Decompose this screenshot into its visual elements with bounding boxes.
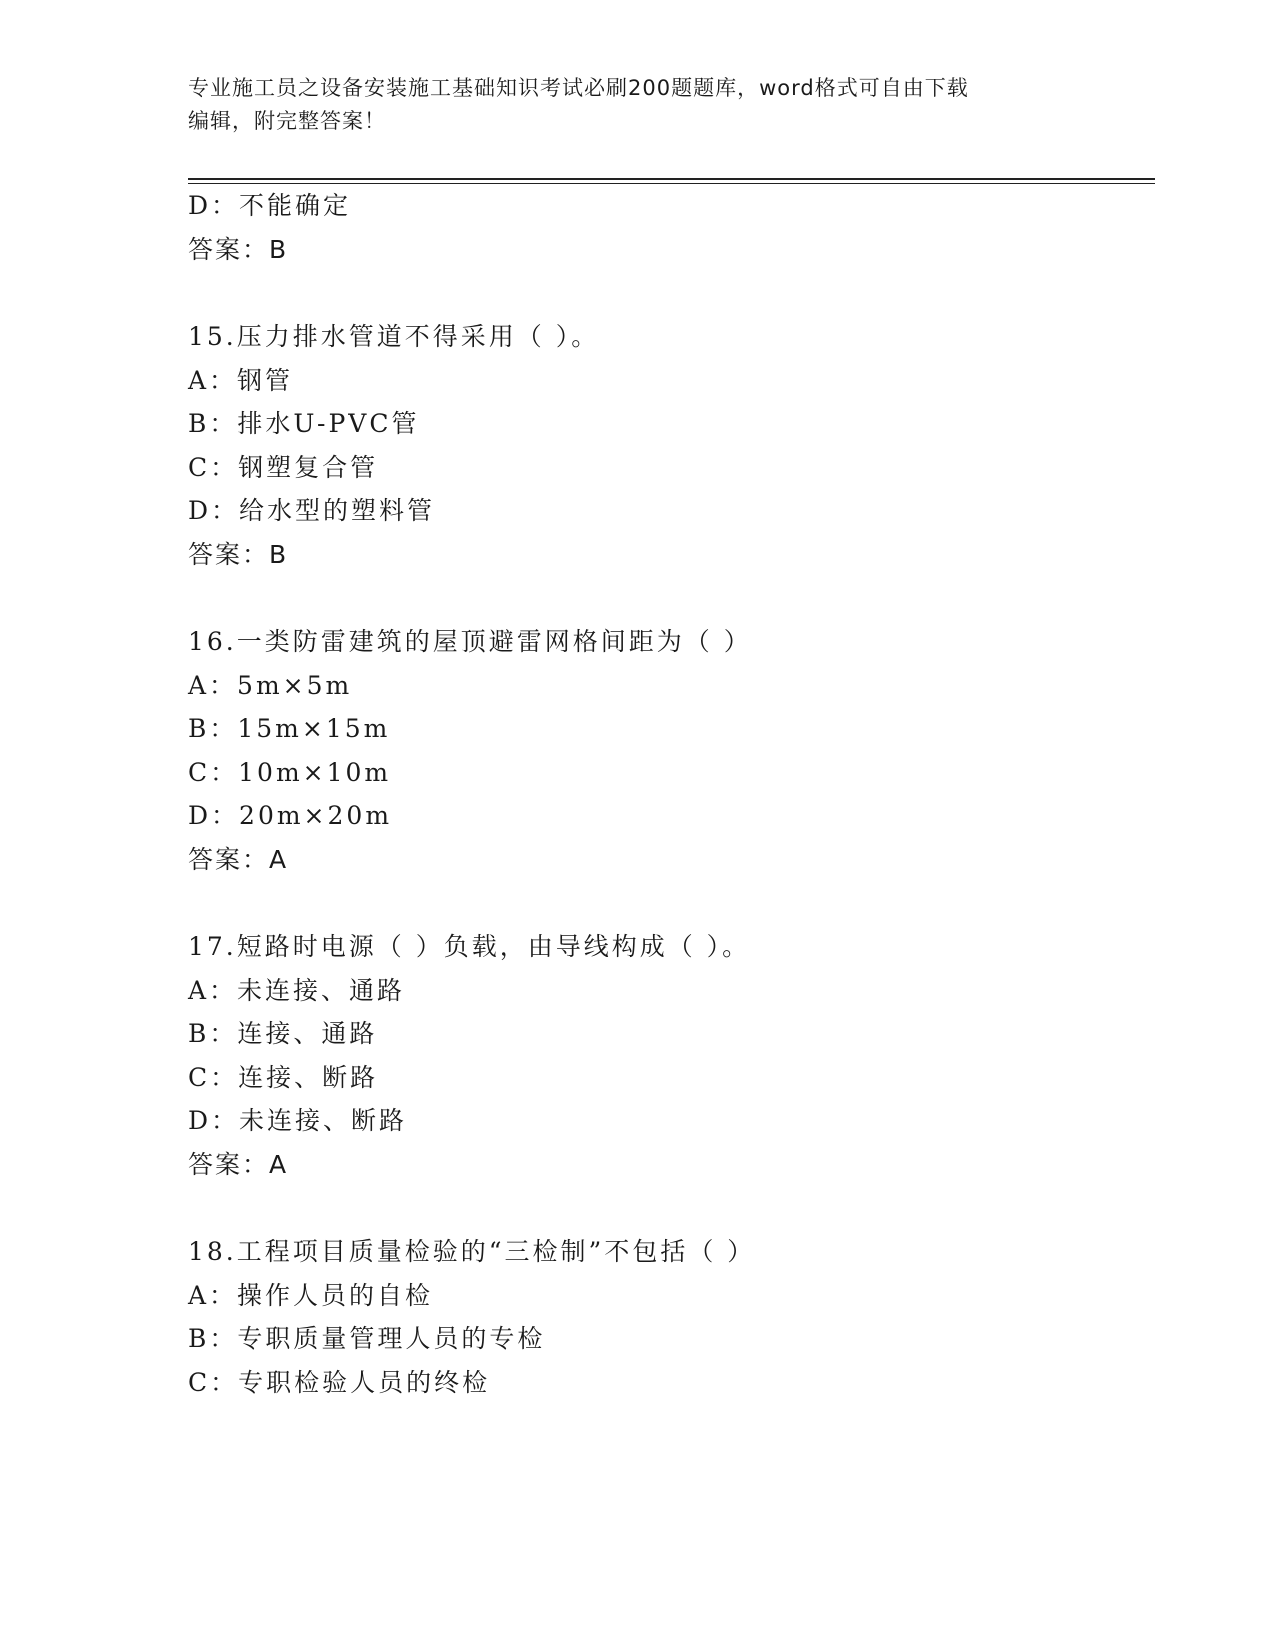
question-line: 17.短路时电源（ ）负载，由导线构成（ ）。 (188, 932, 751, 961)
header-line-1: 专业施工员之设备安装施工基础知识考试必刷200题题库，word格式可自由下载 (188, 76, 969, 100)
question-line: 18.工程项目质量检验的“三检制”不包括（ ） (188, 1237, 756, 1266)
header-line-2: 编辑，附完整答案！ (188, 109, 386, 133)
option-line: C：专职检验人员的终检 (188, 1368, 491, 1397)
header-divider-thin (188, 183, 1155, 184)
document-header (188, 72, 1068, 138)
option-line: C：钢塑复合管 (188, 453, 379, 482)
option-line: A：未连接、通路 (188, 976, 406, 1005)
option-line: B：排水U-PVC管 (188, 409, 420, 438)
answer-line: 答案：B (188, 235, 289, 264)
answer-line: 答案：A (188, 1150, 289, 1179)
option-line: D：未连接、断路 (188, 1106, 408, 1135)
option-line: C：10m×10m (188, 758, 392, 787)
option-line: D：给水型的塑料管 (188, 496, 436, 525)
header-divider-thick (188, 178, 1155, 180)
option-line: B：连接、通路 (188, 1019, 378, 1048)
answer-line: 答案：A (188, 845, 289, 874)
option-line: C：连接、断路 (188, 1063, 379, 1092)
question-line: 16.一类防雷建筑的屋顶避雷网格间距为（ ） (188, 627, 752, 656)
option-line: D：不能确定 (188, 191, 352, 220)
answer-line: 答案：B (188, 540, 289, 569)
option-line: A：5m×5m (188, 671, 353, 700)
option-line: B：15m×15m (188, 714, 391, 743)
option-line: A：钢管 (188, 366, 294, 395)
option-line: D：20m×20m (188, 801, 393, 830)
option-line: A：操作人员的自检 (188, 1281, 434, 1310)
option-line: B：专职质量管理人员的专检 (188, 1324, 546, 1353)
question-line: 15.压力排水管道不得采用（ ）。 (188, 322, 600, 351)
